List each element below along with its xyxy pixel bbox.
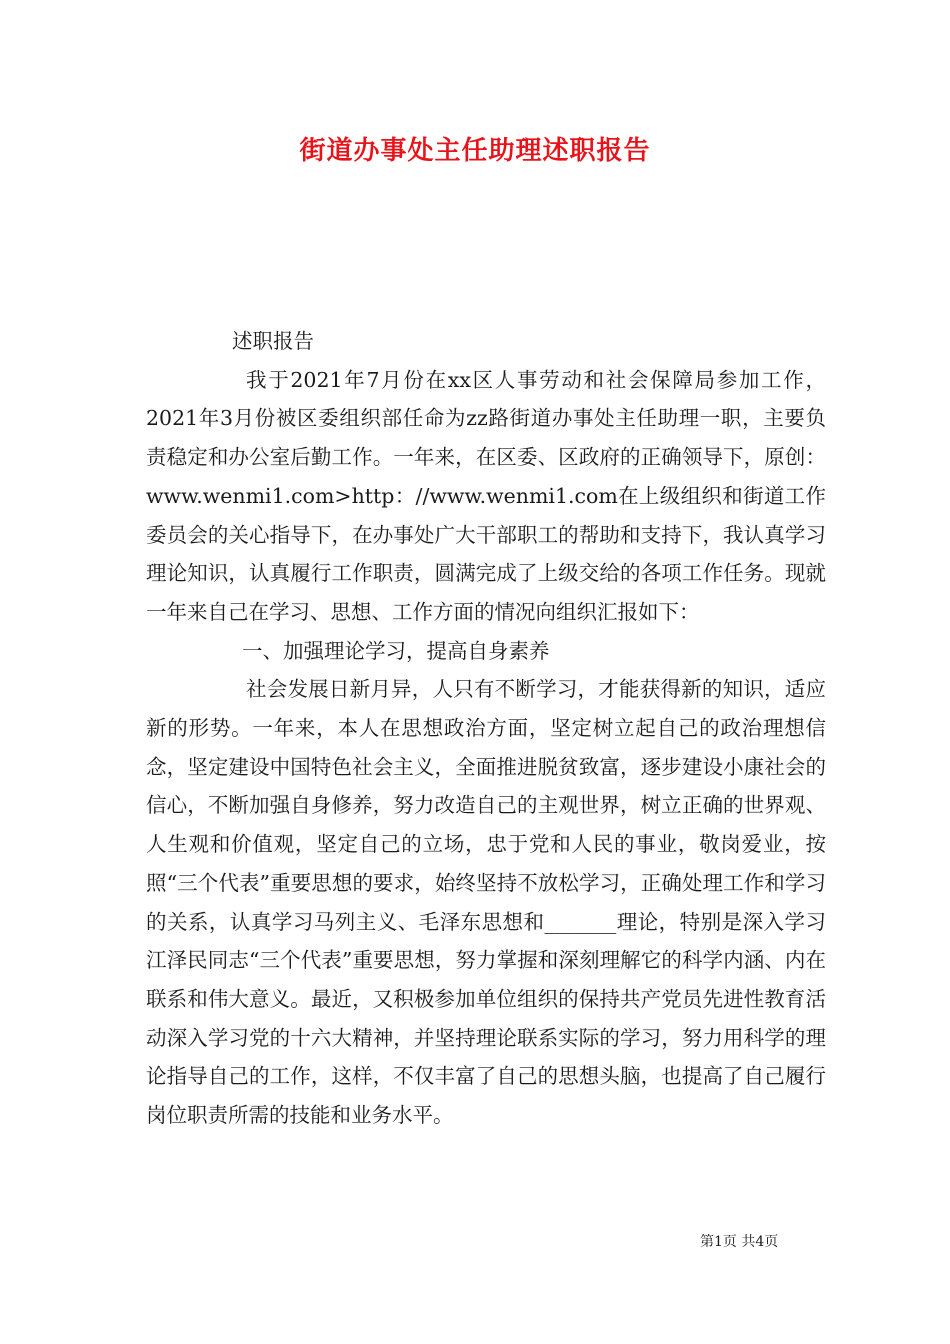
paragraph-study: 社会发展日新月异，人只有不断学习，才能获得新的知识，适应新的形势。一年来，本人在思想政治方面，坚定树立起自己的政治理想信念，坚定建设中国特色社会主义，全面推进脱贫致富，逐步建设小康社会的信心，不断加强自身修养，努力改造自己的主观世界，树立正确的世界观、人生观和价值观，坚定自己的立场，忠于党和人民的事业，敬岗爱业，按照“三个代表”重要思想的要求，始终坚持不放松学习，正确处理工作和学习的关系，认真学习马列主义、毛泽东思想和_______理论，特别是深入学习江泽民同志“三个代表”重要思想，努力掌握和深刻理解它的科学内涵、内在联系和伟大意义。最近，又积极参加单位组织的保持共产党员先进性教育活动深入学习党的十六大精神，并坚持理论联系实际的学习，努力用科学的理论指导自己的工作，这样，不仅丰富了自己的思想头脑，也提高了自己履行岗位职责所需的技能和业务水平。 [146, 677, 826, 1128]
page-number: 第1页 共4页 [700, 1234, 779, 1250]
report-heading: 述职报告 [232, 329, 314, 353]
document-body [146, 322, 826, 1135]
paragraph-intro: 我于2021年7月份在xx区人事劳动和社会保障局参加工作，2021年3月份被区委组织部任命为zz路街道办事处主任助理一职，主要负责稳定和办公室后勤工作。一年来，在区委、区政府的正确领导下，原创：www.wenmi1.com>http：//www.wenmi1.com在上级组织和街道工作委员会的关心指导下，在办事处广大干部职工的帮助和支持下，我认真学习理论知识，认真履行工作职责，圆满完成了上级交给的各项工作任务。现就一年来自己在学习、思想、工作方面的情况向组织汇报如下： [146, 367, 826, 624]
document-title: 街道办事处主任助理述职报告 [299, 136, 651, 166]
section-heading: 一、加强理论学习，提高自身素养 [242, 638, 550, 663]
